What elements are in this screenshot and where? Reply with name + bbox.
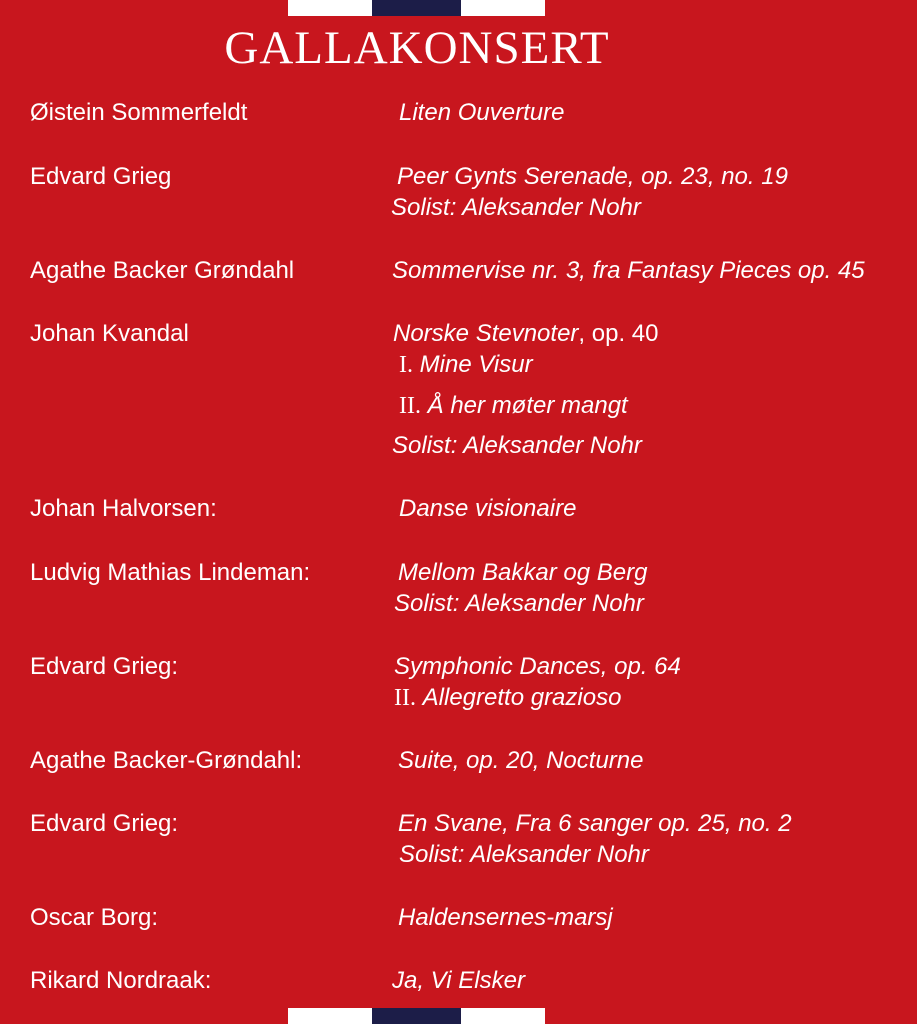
flag-white-band xyxy=(288,1008,372,1024)
work-title: Haldensernes-marsj xyxy=(398,904,613,931)
work-title: Sommervise nr. 3, fra Fantasy Pieces op. 45 xyxy=(392,257,865,284)
page-title: GALLAKONSERT xyxy=(224,22,610,74)
work-title: En Svane, Fra 6 sanger op. 25, no. 2 xyxy=(398,810,792,837)
composer-name: Agathe Backer Grøndahl xyxy=(30,257,295,284)
work-title: Danse visionaire xyxy=(399,495,577,522)
movement-line xyxy=(394,683,621,713)
composer-name: Edvard Grieg: xyxy=(30,653,179,680)
work-title: Liten Ouverture xyxy=(399,99,565,126)
flag-stripe-bottom xyxy=(288,1008,547,1024)
composer-name: Edvard Grieg xyxy=(30,163,172,190)
flag-white-band xyxy=(461,0,545,16)
movement-number: II. xyxy=(399,393,421,419)
composer-name: Edvard Grieg: xyxy=(30,810,179,837)
movement-title: Allegretto grazioso xyxy=(422,684,622,711)
work-title: Peer Gynts Serenade, op. 23, no. 19 xyxy=(397,163,788,190)
work-title: Suite, op. 20, Nocturne xyxy=(398,747,644,774)
flag-white-band xyxy=(461,1008,545,1024)
movement-title: Mine Visur xyxy=(419,351,533,378)
soloist-line: Solist: Aleksander Nohr xyxy=(399,841,649,868)
composer-name: Øistein Sommerfeldt xyxy=(30,99,248,126)
work-title: Symphonic Dances, op. 64 xyxy=(394,653,681,680)
movement-number: I. xyxy=(399,352,413,378)
composer-name: Oscar Borg: xyxy=(30,904,159,931)
work-title: Ja, Vi Elsker xyxy=(392,967,525,994)
soloist-line: Solist: Aleksander Nohr xyxy=(391,194,641,221)
composer-name: Johan Halvorsen: xyxy=(30,495,217,522)
flag-navy-band xyxy=(372,1008,461,1024)
movement-line xyxy=(399,350,533,380)
work-title: Mellom Bakkar og Berg xyxy=(398,559,648,586)
work-title: Norske Stevnoter xyxy=(393,320,579,347)
flag-stripe-top xyxy=(288,0,547,16)
flag-navy-band xyxy=(372,0,461,16)
soloist-line: Solist: Aleksander Nohr xyxy=(392,432,642,459)
composer-name: Agathe Backer-Grøndahl: xyxy=(30,747,303,774)
movement-title: Å her møter mangt xyxy=(427,392,628,419)
work-opus: , op. 40 xyxy=(578,320,659,347)
work-title-line xyxy=(393,319,658,349)
composer-name: Johan Kvandal xyxy=(30,320,189,347)
flag-white-band xyxy=(288,0,372,16)
composer-name: Ludvig Mathias Lindeman: xyxy=(30,559,311,586)
composer-name: Rikard Nordraak: xyxy=(30,967,212,994)
movement-number: II. xyxy=(394,685,416,711)
movement-line xyxy=(399,391,628,421)
soloist-line: Solist: Aleksander Nohr xyxy=(394,590,644,617)
